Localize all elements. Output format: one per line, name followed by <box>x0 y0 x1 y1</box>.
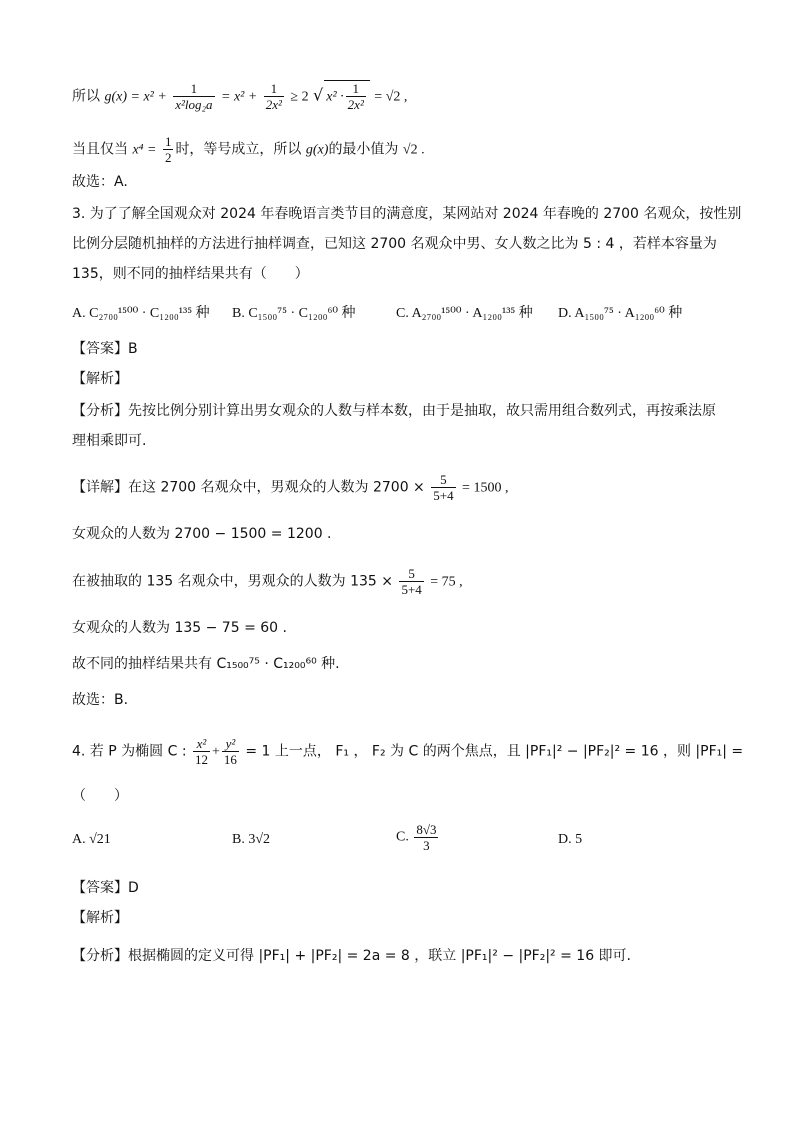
math-gx: g(x) = x² + <box>104 89 167 105</box>
q3-analysis-line2: 理相乘即可. <box>72 433 147 449</box>
math-end: = √2 , <box>374 89 408 105</box>
math-x4: x⁴ = <box>132 142 157 158</box>
q4-option-b[interactable]: B. 3√2 <box>232 832 271 847</box>
fraction: $\frac{8√3}{3}$ <box>416 822 437 853</box>
q3-result: 故不同的抽样结果共有 C₁₅₀₀⁷⁵ · C₁₂₀₀⁶⁰ 种. <box>72 656 340 672</box>
q4-option-a[interactable]: A. √21 <box>72 832 111 847</box>
q3-stem-line3: 135，则不同的抽样结果共有（ ） <box>72 266 309 282</box>
q4-stem-line1: 4. 若 P 为椭圆 C : $\frac{\text{x²}}{12}$ + $\frac{\text{y²}}{16}$ = 1 上一点， F₁ ， F₂ 为 C 的两个焦点，且 |PF₁|² − |PF₂|² = 16 ，则 |PF₁| = <box>72 736 744 767</box>
q4-option-c[interactable]: C. $\frac{8√3}{3}$ <box>396 822 437 853</box>
math-result: = 75 , <box>430 574 463 590</box>
q3-answer: 【答案】B <box>72 341 138 357</box>
math-gx: g(x) <box>305 142 329 158</box>
q3-detail-line <box>72 472 508 503</box>
q3-option-c[interactable]: C. A₂₇₀₀¹⁵⁰⁰ · A₁₂₀₀¹³⁵ 种 <box>396 306 533 321</box>
text: 的最小值为 <box>328 141 399 158</box>
math-result: = 1500 , <box>462 480 509 496</box>
text-prefix: 所以 <box>72 88 100 105</box>
q3-analysis-heading: 【解析】 <box>72 371 128 387</box>
text: 在被抽取的 135 名观众中，男观众的人数为 135 × <box>72 573 393 590</box>
fraction: $\frac{\text{x²}}{12}$ <box>195 736 208 767</box>
q3-option-b[interactable]: B. C₁₅₀₀⁷⁵ · C₁₂₀₀⁶⁰ 种 <box>232 306 356 321</box>
sqrt-body: x² · $\frac{1}{\text{2x²}}$ <box>324 80 370 112</box>
q3-stem-line2: 比例分层随机抽样的方法进行抽样调查，已知这 2700 名观众中男、女人数之比为 5 : 4 ，若样本容量为 <box>72 236 717 252</box>
formula-line-gx <box>72 80 407 112</box>
fraction: $\frac{1}{2}$ <box>164 134 172 165</box>
equality-condition-line <box>72 134 425 165</box>
fraction: $\frac{1}{\text{2x²}}$ <box>265 81 282 112</box>
text: 4. 若 P 为椭圆 C : <box>72 743 187 760</box>
text: 时，等号成立，所以 <box>175 141 302 158</box>
q4-paren: （ ） <box>72 788 128 804</box>
q3-female-count: 女观众的人数为 2700 − 1500 = 1200 . <box>72 526 332 542</box>
q3-analysis-line1: 【分析】先按比例分别计算出男女观众的人数与样本数，由于是抽取，故只需用组合数列式，再按乘法原 <box>72 403 716 419</box>
text: 【详解】在这 2700 名观众中，男观众的人数为 2700 × <box>72 479 425 496</box>
fraction: $\frac{1}{\text{x²log₂a}}$ <box>175 81 213 112</box>
fraction: $\frac{5}{5+4}$ <box>433 472 454 503</box>
q3-stem-line1: 3. 为了了解全国观众对 2024 年春晚语言类节目的满意度，某网站对 2024 年春晚的 2700 名观众，按性别 <box>72 206 742 222</box>
fraction: $\frac{5}{5+4}$ <box>401 566 422 597</box>
q3-female-sample: 女观众的人数为 135 − 75 = 60 . <box>72 620 287 636</box>
math-mid: = x² + <box>221 89 258 105</box>
q3-option-a[interactable]: A. C₂₇₀₀¹⁵⁰⁰ · C₁₂₀₀¹³⁵ 种 <box>72 306 210 321</box>
q4-analysis-line: 【分析】根据椭圆的定义可得 |PF₁| + |PF₂| = 2a = 8 ，联立 |PF₁|² − |PF₂|² = 16 即可. <box>72 948 632 964</box>
q4-option-d[interactable]: D. 5 <box>558 832 583 847</box>
text: = 1 上一点， F₁ ， F₂ 为 C 的两个焦点，且 |PF₁|² − |PF₂|² = 16 ，则 |PF₁| = <box>245 743 744 760</box>
sqrt-sign: √ <box>313 85 324 105</box>
q4-analysis-heading: 【解析】 <box>72 910 128 926</box>
math-ge: ≥ 2 <box>290 89 309 105</box>
q3-option-d[interactable]: D. A₁₅₀₀⁷⁵ · A₁₂₀₀⁶⁰ 种 <box>558 306 683 321</box>
q4-answer: 【答案】D <box>72 880 139 896</box>
q3-choose: 故选：B. <box>72 692 129 708</box>
q3-sample-line <box>72 566 463 597</box>
text: 当且仅当 <box>72 141 128 158</box>
math-sqrt2: √2 . <box>402 142 425 158</box>
choose-line: 故选：A. <box>72 174 128 190</box>
fraction: $\frac{\text{y²}}{16}$ <box>223 736 237 767</box>
